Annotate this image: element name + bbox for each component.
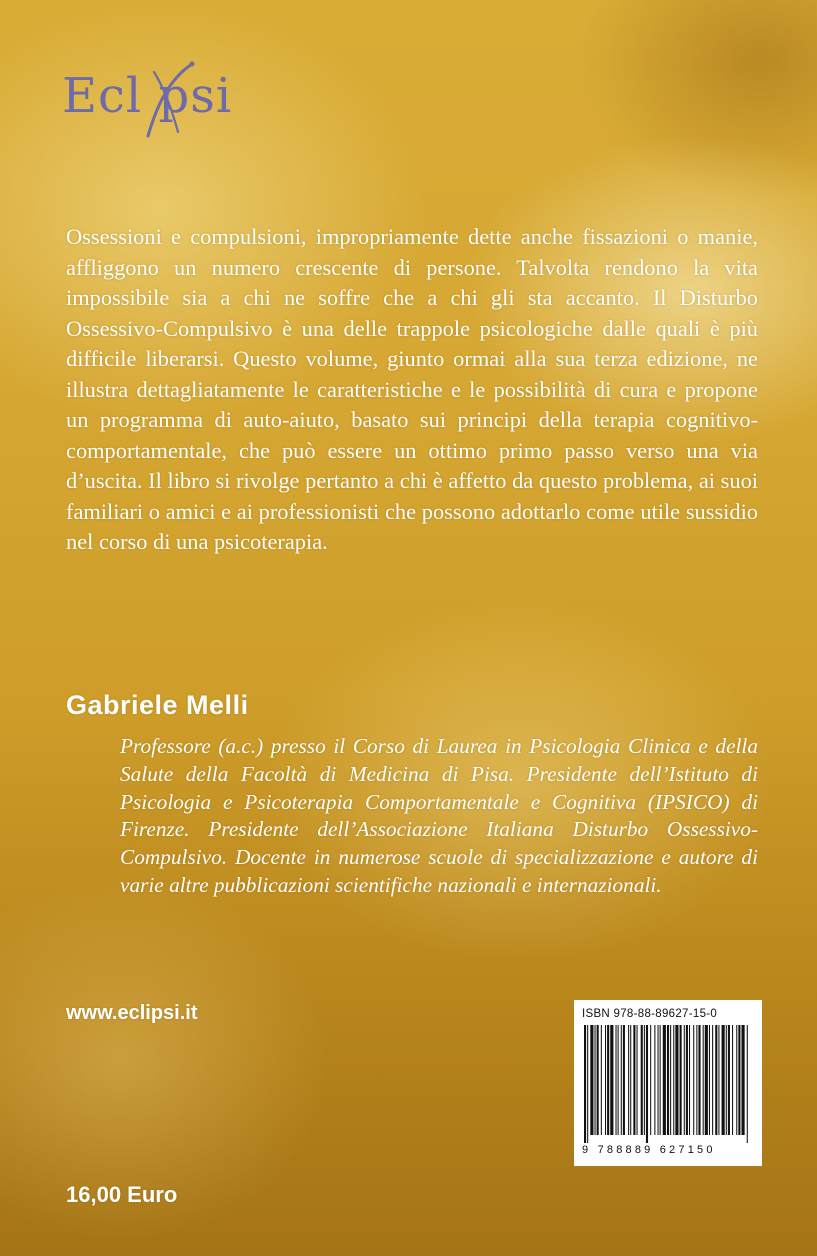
barcode-bar — [718, 1025, 719, 1135]
barcode-bar — [736, 1025, 737, 1135]
barcode-bar — [658, 1025, 659, 1135]
barcode-bar — [628, 1025, 629, 1135]
barcode-bar — [747, 1025, 748, 1143]
barcode-bar — [712, 1025, 713, 1135]
barcode-bar — [654, 1025, 655, 1135]
barcode-bar — [650, 1025, 651, 1135]
book-description: Ossessioni e compulsioni, impropriamente dette anche fissazioni o manie, affliggono un numero crescente di persone. Talvolta rendono la vita impossibile sia a chi ne soffre che a chi gli sta accanto. Il Disturbo Ossessivo-Compulsivo è una delle trappole psicologiche dalle quali è più difficile liberarsi. Questo volume, giunto ormai alla sua terza edizione, ne illustra dettagliatamente le caratteristiche e le possibilità di cura e propone un programma di auto-aiuto, basato sui principi della terapia cognitivo-comportamentale, che può essere un ottimo primo passo verso una via d’uscita. Il libro si rivolge pertanto a chi è affetto da questo problema, ai suoi familiari o amici e ai professionisti che possono adottarlo come utile sussidio nel corso di una psicoterapia. — [66, 224, 758, 554]
barcode-bar — [637, 1025, 638, 1135]
barcode-bar — [590, 1025, 593, 1135]
barcode-bar — [621, 1025, 622, 1135]
barcode-bar — [646, 1025, 648, 1143]
barcode-bar — [584, 1025, 586, 1143]
barcode-bar — [667, 1025, 669, 1135]
barcode-bar — [728, 1025, 730, 1135]
barcode-bar — [673, 1025, 674, 1135]
barcode-bar — [630, 1025, 631, 1135]
isbn-barcode — [574, 1000, 762, 1166]
barcode-bar — [738, 1025, 740, 1135]
barcode-bar — [595, 1025, 596, 1135]
barcode-bar — [726, 1025, 727, 1135]
publisher-logo-text: Ecl psi — [62, 68, 233, 124]
barcode-bar — [610, 1025, 613, 1135]
barcode-bar — [616, 1025, 617, 1135]
barcode-bar — [684, 1025, 685, 1135]
barcode-bar — [623, 1025, 625, 1135]
isbn-label: ISBN 978-88-89627-15-0 — [582, 1008, 718, 1020]
barcode-bars — [580, 1025, 756, 1143]
barcode-bar — [663, 1025, 666, 1135]
barcode-bar — [680, 1025, 682, 1135]
publisher-website: www.eclipsi.it — [66, 1002, 198, 1024]
author-bio: Professore (a.c.) presso il Corso di Laurea in Psicologia Clinica e della Salute della Facoltà di Medicina di Pisa. Presidente dell’Istituto di Psicologia e Psicoterapia Comportamentale e Cognitiva (IPSICO) di Firenze. Presidente dell’Associazione Italiana Disturbo Ossessivo-Compulsivo. Docente in numerose scuole di specializzazione e autore di varie altre pubblicazioni scientifiche nazionali e internazionali. — [120, 734, 758, 897]
barcode-bar — [722, 1025, 725, 1135]
barcode-bar — [705, 1025, 708, 1135]
barcode-bar — [618, 1025, 619, 1135]
barcode-bar — [693, 1025, 694, 1135]
book-price: 16,00 Euro — [66, 1182, 178, 1207]
barcode-bar — [607, 1025, 609, 1135]
barcode-bar — [597, 1025, 599, 1135]
barcode-bar — [703, 1025, 704, 1135]
barcode-bar — [644, 1025, 645, 1135]
barcode-bar — [660, 1025, 661, 1135]
barcode-bar — [601, 1025, 602, 1135]
barcode-bar — [633, 1025, 635, 1135]
barcode-digits: 9 788889 627150 — [582, 1144, 716, 1156]
barcode-bar — [605, 1025, 606, 1135]
author-name: Gabriele Melli — [66, 690, 249, 720]
barcode-bar — [689, 1025, 690, 1135]
barcode-bar — [686, 1025, 688, 1135]
barcode-bar — [698, 1025, 700, 1135]
barcode-bar — [587, 1025, 588, 1143]
barcode-bar — [641, 1025, 643, 1135]
barcode-bar — [709, 1025, 710, 1135]
publisher-logo — [62, 58, 312, 148]
barcode-bar — [675, 1025, 678, 1135]
barcode-bar — [742, 1025, 745, 1135]
eclipse-swoosh-icon — [138, 58, 202, 138]
barcode-bar — [732, 1025, 733, 1135]
barcode-bar — [715, 1025, 717, 1135]
barcode-bar — [696, 1025, 697, 1135]
barcode-bar — [670, 1025, 671, 1135]
